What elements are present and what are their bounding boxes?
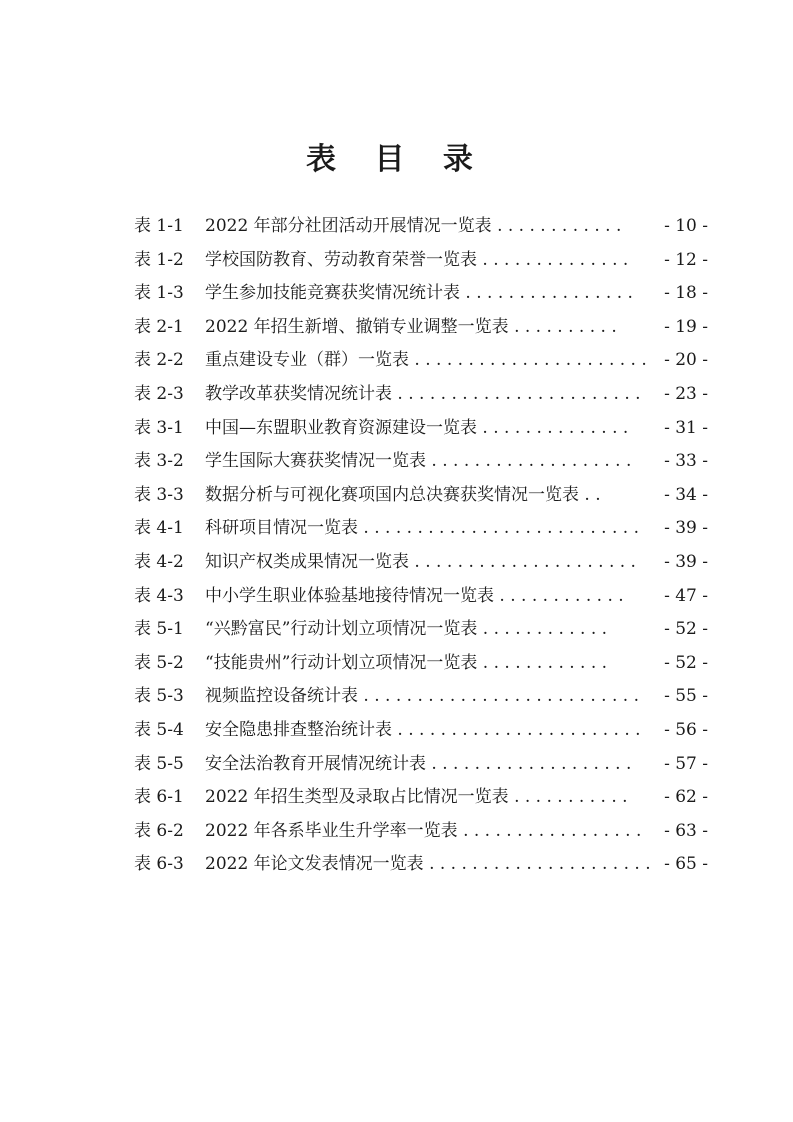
- toc-entry-number: 表 3-1: [134, 417, 184, 438]
- toc-entry-page: - 65 -: [664, 854, 708, 875]
- page-title: 表 目 录: [306, 142, 487, 177]
- toc-entry-page: - 52 -: [664, 652, 708, 673]
- toc-entry[interactable]: [0, 277, 793, 311]
- toc-entry-page: - 47 -: [664, 585, 708, 606]
- toc-entry-page: - 52 -: [664, 619, 708, 640]
- toc-entry-number: 表 6-1: [134, 787, 184, 808]
- toc-entry-page: - 55 -: [664, 686, 708, 707]
- toc-entry-title: 学生国际大赛获奖情况一览表 . . . . . . . . . . . . . . . . . . .: [205, 451, 632, 472]
- toc-entry-title: 2022 年招生新增、撤销专业调整一览表 . . . . . . . . . .: [205, 316, 617, 337]
- toc-entry[interactable]: [0, 546, 793, 580]
- toc-entry-title: 2022 年部分社团活动开展情况一览表 . . . . . . . . . . . .: [205, 216, 622, 236]
- toc-entry-number: 表 5-2: [134, 652, 184, 673]
- toc-entry-page: - 39 -: [664, 551, 708, 572]
- toc-entry-number: 表 4-1: [134, 518, 184, 539]
- toc-entry-page: - 57 -: [664, 753, 708, 774]
- toc-entry-title: “兴黔富民”行动计划立项情况一览表 . . . . . . . . . . . .: [205, 619, 608, 640]
- toc-entry-title: 知识产权类成果情况一览表 . . . . . . . . . . . . . . . . . . . . .: [205, 551, 636, 572]
- toc-entry-page: - 34 -: [664, 484, 708, 505]
- toc-entry-number: 表 5-1: [134, 619, 184, 640]
- toc-entry-number: 表 1-3: [134, 283, 184, 304]
- toc-entry[interactable]: [0, 512, 793, 546]
- toc-entry[interactable]: [0, 714, 793, 748]
- toc-entry-page: - 62 -: [664, 787, 708, 808]
- toc-entry[interactable]: [0, 647, 793, 681]
- toc-entry-number: 表 4-2: [134, 551, 184, 572]
- toc-entry-number: 表 4-3: [134, 585, 184, 606]
- toc-entry[interactable]: [0, 311, 793, 345]
- toc-entry-page: - 18 -: [664, 283, 708, 304]
- toc-entry[interactable]: [0, 210, 793, 244]
- toc-entry-page: - 56 -: [664, 719, 708, 740]
- toc-entry-number: 表 3-3: [134, 484, 184, 505]
- toc-entry[interactable]: [0, 378, 793, 412]
- toc-entry-title: 学校国防教育、劳动教育荣誉一览表 . . . . . . . . . . . . . .: [205, 249, 629, 270]
- toc-entry[interactable]: [0, 815, 793, 849]
- toc-entry-title: 2022 年各系毕业生升学率一览表 . . . . . . . . . . . . . . . . .: [205, 820, 642, 841]
- toc-entry[interactable]: [0, 344, 793, 378]
- toc-entry-page: - 39 -: [664, 518, 708, 539]
- toc-entry-page: - 33 -: [664, 451, 708, 472]
- toc-entry-number: 表 5-4: [134, 719, 184, 740]
- toc-entry-page: - 23 -: [664, 383, 708, 404]
- toc-entry-title: 安全隐患排查整治统计表 . . . . . . . . . . . . . . . . . . . . . . .: [205, 719, 641, 740]
- toc-entry-number: 表 1-2: [134, 249, 184, 270]
- toc-entry-title: “技能贵州”行动计划立项情况一览表 . . . . . . . . . . . .: [205, 652, 608, 673]
- toc-entry[interactable]: [0, 613, 793, 647]
- toc-entry[interactable]: [0, 445, 793, 479]
- toc-entry-title: 安全法治教育开展情况统计表 . . . . . . . . . . . . . . . . . . .: [205, 753, 632, 774]
- toc-entry[interactable]: [0, 244, 793, 278]
- toc-entry-title: 数据分析与可视化赛项国内总决赛获奖情况一览表 . .: [205, 484, 601, 505]
- toc-entry-title: 2022 年论文发表情况一览表 . . . . . . . . . . . . . . . . . . . . .: [205, 854, 651, 875]
- toc-entry[interactable]: [0, 748, 793, 782]
- toc-entry-page: - 20 -: [664, 350, 708, 371]
- toc-entry-number: 表 2-3: [134, 383, 184, 404]
- toc-entry-title: 学生参加技能竞赛获奖情况统计表 . . . . . . . . . . . . . . . .: [205, 283, 633, 304]
- toc-entry-title: 2022 年招生类型及录取占比情况一览表 . . . . . . . . . . .: [205, 787, 628, 808]
- toc-entry-page: - 31 -: [664, 417, 708, 438]
- toc-entry[interactable]: [0, 479, 793, 513]
- toc-entry-page: - 19 -: [664, 316, 708, 337]
- toc-entry-page: - 63 -: [664, 820, 708, 841]
- toc-entry[interactable]: [0, 412, 793, 446]
- toc-entry[interactable]: [0, 848, 793, 882]
- table-of-contents: [0, 210, 793, 882]
- toc-entry[interactable]: [0, 580, 793, 614]
- toc-entry-number: 表 6-2: [134, 820, 184, 841]
- toc-entry[interactable]: [0, 680, 793, 714]
- toc-entry-title: 科研项目情况一览表 . . . . . . . . . . . . . . . . . . . . . . . . . .: [205, 518, 639, 539]
- toc-entry-number: 表 2-1: [134, 316, 184, 337]
- toc-entry-title: 中国—东盟职业教育资源建设一览表 . . . . . . . . . . . . . .: [205, 417, 629, 438]
- toc-entry-title: 重点建设专业（群）一览表 . . . . . . . . . . . . . . . . . . . . . .: [205, 350, 647, 371]
- toc-entry-title: 教学改革获奖情况统计表 . . . . . . . . . . . . . . . . . . . . . . .: [205, 383, 641, 404]
- toc-entry-page: - 12 -: [664, 249, 708, 270]
- toc-entry-title: 中小学生职业体验基地接待情况一览表 . . . . . . . . . . . .: [205, 585, 624, 606]
- toc-entry-number: 表 5-5: [134, 753, 184, 774]
- toc-entry-page: - 10 -: [664, 216, 708, 236]
- toc-entry-number: 表 2-2: [134, 350, 184, 371]
- toc-entry-number: 表 6-3: [134, 854, 184, 875]
- toc-entry-title: 视频监控设备统计表 . . . . . . . . . . . . . . . . . . . . . . . . . .: [205, 686, 639, 707]
- toc-entry-number: 表 1-1: [134, 216, 184, 236]
- toc-entry-number: 表 3-2: [134, 451, 184, 472]
- toc-entry-number: 表 5-3: [134, 686, 184, 707]
- toc-entry[interactable]: [0, 781, 793, 815]
